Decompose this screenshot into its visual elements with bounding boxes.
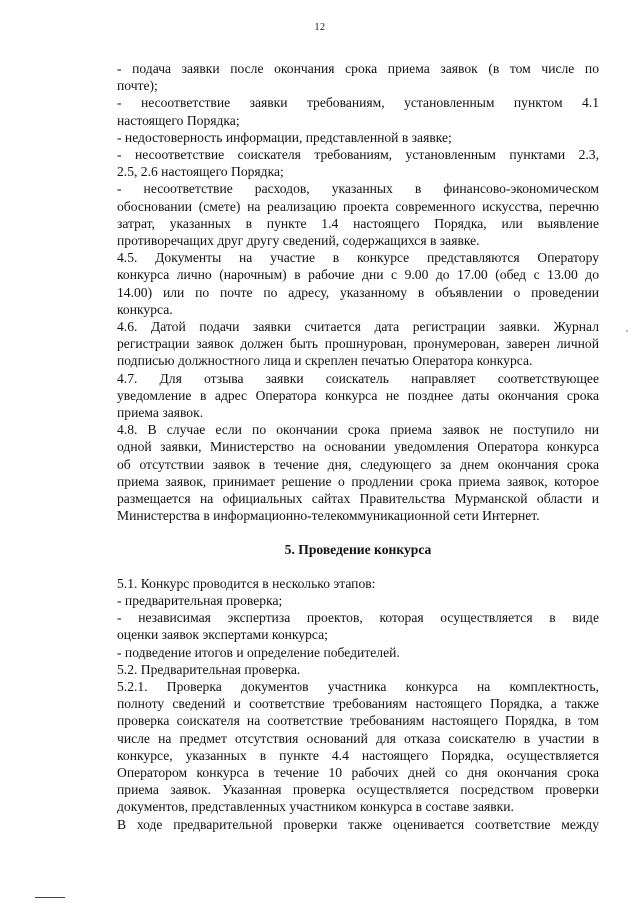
text-line: 4.7. Для отзыва заявки соискатель направляет соответствующее (117, 370, 599, 386)
text-line: об отсутствии заявок в течение дня, следующего за днем окончания срока (117, 456, 599, 472)
text-line: конкурса. (117, 301, 173, 317)
text-line: числе на предмет отсутствия оснований для отказа соискателю в участии в (117, 730, 599, 746)
text-line: приема заявок. (117, 405, 204, 421)
text-line: - несоответствие соискателя требованиям, установленным пунктами 2.3, (117, 147, 599, 163)
text-line: почте); (117, 78, 158, 94)
text-line: Министерства в информационно-телекоммуникационной сети Интернет. (117, 508, 540, 524)
text-line: - подача заявки после окончания срока приема заявок (в том числе по (117, 61, 599, 76)
scan-speck (626, 330, 628, 332)
text-line: противоречащих друг другу сведений, содержащихся в заявке. (117, 233, 480, 249)
text-line: приема заявок. Указанная проверка осуществляется посредством проверки (117, 782, 599, 798)
text-line: - несоответствие расходов, указанных в финансово-экономическом (117, 181, 599, 197)
text-line: 14.00) или по почте по адресу, указанному в объявлении о проведении (117, 284, 599, 300)
text-line: 4.6. Датой подачи заявки считается дата регистрации заявки. Журнал (117, 319, 599, 335)
text-line: настоящего Порядка; (117, 112, 240, 128)
text-line: подписью должностного лица и скреплен печатью Оператора конкурса. (117, 353, 533, 369)
document-body (117, 60, 599, 833)
text-line: 5.1. Конкурс проводится в несколько этапов: (117, 575, 376, 591)
text-line: конкурса лично (нарочным) в рабочие дни с 9.00 до 17.00 (обед с 13.00 до (117, 267, 599, 283)
text-line: - подведение итогов и определение победителей. (117, 644, 400, 660)
text-line: В ходе предварительной проверки также оценивается соответствие между (117, 816, 599, 832)
text-line: - недостоверность информации, представленной в заявке; (117, 129, 452, 145)
text-line: размещается на официальных сайтах Правительства Мурманской области и (117, 491, 599, 507)
section-heading: 5. Проведение конкурса (284, 542, 432, 558)
text-line: конкурсе, указанных в пункте 4.4 настоящего Порядка, осуществляется (117, 747, 599, 763)
section-5-body (117, 575, 599, 833)
text-line: Оператором конкурса в течение 10 рабочих дней со дня окончания срока (117, 764, 599, 780)
text-line: уведомление в адрес Оператора конкурса не позднее даты окончания срока (117, 387, 599, 403)
text-line: приема заявок, принимает решение о продлении срока приема заявок, которое (117, 473, 599, 489)
text-line: обосновании (смете) на реализацию проекта современного искусства, перечню (117, 198, 599, 214)
text-line: - независимая экспертиза проектов, которая осуществляется в виде (117, 610, 599, 626)
text-line: полноту сведений и соответствие требованиям настоящего Порядка, а также (117, 696, 599, 712)
footer-mark (35, 897, 65, 898)
text-line: оценки заявок экспертами конкурса; (117, 627, 328, 643)
text-line: затрат, указанных в пункте 1.4 настоящего Порядка, или выявление (117, 215, 599, 231)
text-line: - предварительная проверка; (117, 592, 283, 608)
text-line: 4.5. Документы на участие в конкурсе представляются Оператору (117, 250, 599, 266)
text-line: регистрации заявок должен быть прошнурован, пронумерован, заверен личной (117, 336, 599, 352)
text-line: 5.2.1. Проверка документов участника конкурса на комплектность, (117, 678, 599, 694)
text-line: документов, представленных участником конкурса в составе заявки. (117, 799, 514, 815)
text-line: 4.8. В случае если по окончании срока приема заявок не поступило ни (117, 422, 599, 438)
text-line: одной заявки, Министерство на основании уведомления Оператора конкурса (117, 439, 599, 455)
section-4-continuation (117, 60, 599, 524)
page-number: 12 (314, 22, 326, 33)
text-line: 5.2. Предварительная проверка. (117, 661, 301, 677)
text-line: 2.5, 2.6 настоящего Порядка; (117, 164, 284, 180)
text-line: - несоответствие заявки требованиям, установленным пунктом 4.1 (117, 95, 599, 111)
text-line: проверка соискателя на соответствие требованиям настоящего Порядка, в том (117, 713, 599, 729)
